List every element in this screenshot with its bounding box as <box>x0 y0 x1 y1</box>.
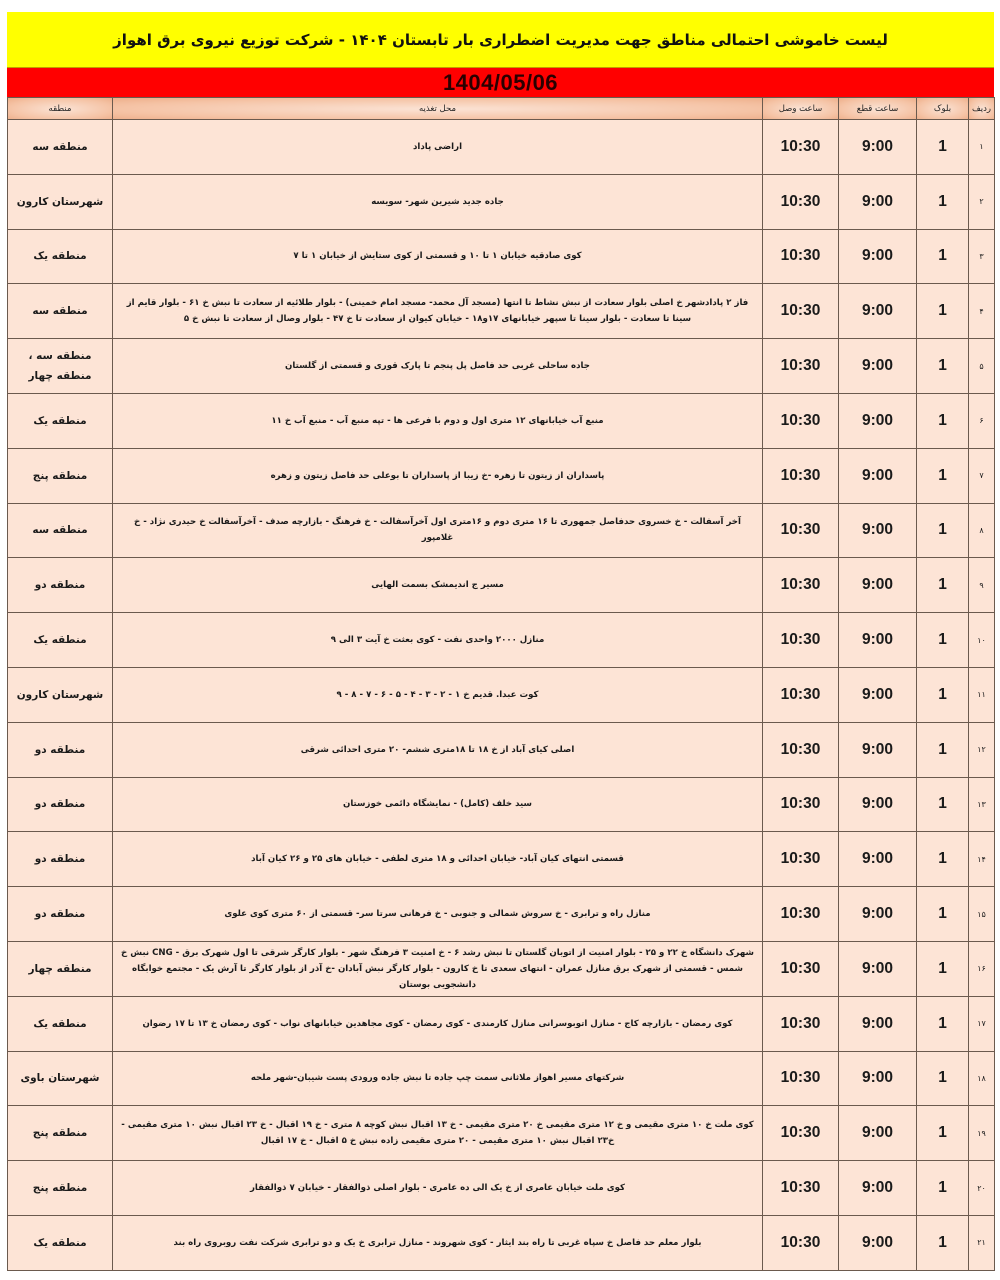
cut-time-cell: 9:00 <box>839 832 917 887</box>
connect-time-cell: 10:30 <box>763 448 839 503</box>
table-body <box>8 120 995 1271</box>
block-cell: 1 <box>917 229 969 284</box>
table-row <box>8 174 995 229</box>
area-cell: شهرستان باوی <box>8 1051 113 1106</box>
area-cell: منطقه یک <box>8 229 113 284</box>
outage-schedule-sheet <box>7 12 994 1271</box>
table-row <box>8 722 995 777</box>
connect-time-cell: 10:30 <box>763 229 839 284</box>
cut-time-cell: 9:00 <box>839 393 917 448</box>
block-cell: 1 <box>917 613 969 668</box>
connect-time-cell: 10:30 <box>763 339 839 394</box>
table-row <box>8 229 995 284</box>
connect-time-cell: 10:30 <box>763 1215 839 1270</box>
block-cell: 1 <box>917 1161 969 1216</box>
connect-time-cell: 10:30 <box>763 667 839 722</box>
cut-time-cell: 9:00 <box>839 558 917 613</box>
row-number-cell: ۲۰ <box>969 1161 995 1216</box>
document-title: لیست خاموشی احتمالی مناطق جهت مدیریت اضطراری بار تابستان ۱۴۰۴ - شرکت توزیع نیروی برق اهواز <box>7 12 994 68</box>
block-cell: 1 <box>917 284 969 339</box>
cut-time-cell: 9:00 <box>839 448 917 503</box>
block-cell: 1 <box>917 393 969 448</box>
header-row-number: ردیف <box>969 98 995 120</box>
area-cell: منطقه پنج <box>8 1161 113 1216</box>
connect-time-cell: 10:30 <box>763 284 839 339</box>
table-row <box>8 503 995 558</box>
area-cell: منطقه دو <box>8 832 113 887</box>
block-cell: 1 <box>917 996 969 1051</box>
location-cell: مسیر ج اندیمشک بسمت الهایی <box>113 558 763 613</box>
cut-time-cell: 9:00 <box>839 777 917 832</box>
row-number-cell: ۱۱ <box>969 667 995 722</box>
table-row <box>8 393 995 448</box>
row-number-cell: ۱۴ <box>969 832 995 887</box>
area-cell: منطقه سه <box>8 120 113 175</box>
row-number-cell: ۴ <box>969 284 995 339</box>
area-cell: منطقه سه ، منطقه چهار <box>8 339 113 394</box>
location-cell: اراضی پاداد <box>113 120 763 175</box>
table-row <box>8 448 995 503</box>
connect-time-cell: 10:30 <box>763 1161 839 1216</box>
location-cell: جاده ساحلی غربی حد فاصل پل پنجم تا پارک قوری و قسمتی از گلستان <box>113 339 763 394</box>
cut-time-cell: 9:00 <box>839 887 917 942</box>
table-row <box>8 1106 995 1161</box>
area-cell: منطقه پنج <box>8 448 113 503</box>
header-block: بلوک <box>917 98 969 120</box>
area-cell: منطقه یک <box>8 613 113 668</box>
block-cell: 1 <box>917 448 969 503</box>
area-cell: منطقه دو <box>8 777 113 832</box>
table-row <box>8 777 995 832</box>
table-row <box>8 667 995 722</box>
area-cell: منطقه یک <box>8 996 113 1051</box>
area-cell: منطقه دو <box>8 558 113 613</box>
row-number-cell: ۱۸ <box>969 1051 995 1106</box>
row-number-cell: ۱۳ <box>969 777 995 832</box>
table-row <box>8 1215 995 1270</box>
connect-time-cell: 10:30 <box>763 393 839 448</box>
table-row <box>8 339 995 394</box>
area-cell: شهرستان کارون <box>8 667 113 722</box>
row-number-cell: ۵ <box>969 339 995 394</box>
block-cell: 1 <box>917 941 969 996</box>
block-cell: 1 <box>917 667 969 722</box>
area-cell: منطقه دو <box>8 722 113 777</box>
cut-time-cell: 9:00 <box>839 996 917 1051</box>
table-row <box>8 613 995 668</box>
block-cell: 1 <box>917 558 969 613</box>
table-row <box>8 284 995 339</box>
connect-time-cell: 10:30 <box>763 1051 839 1106</box>
row-number-cell: ۶ <box>969 393 995 448</box>
area-cell: منطقه دو <box>8 887 113 942</box>
block-cell: 1 <box>917 777 969 832</box>
block-cell: 1 <box>917 339 969 394</box>
block-cell: 1 <box>917 887 969 942</box>
row-number-cell: ۲ <box>969 174 995 229</box>
header-location: محل تغذیه <box>113 98 763 120</box>
table-row <box>8 832 995 887</box>
connect-time-cell: 10:30 <box>763 941 839 996</box>
location-cell: منبع آب خیابانهای ۱۲ متری اول و دوم با فرعی ها - تپه منبع آب - منبع آب خ ۱۱ <box>113 393 763 448</box>
row-number-cell: ۷ <box>969 448 995 503</box>
cut-time-cell: 9:00 <box>839 120 917 175</box>
block-cell: 1 <box>917 174 969 229</box>
location-cell: کوی ملت خ ۱۰ متری مقیمی و خ ۱۲ متری مقیمی خ ۲۰ متری مقیمی - خ ۱۳ اقبال نبش کوچه ۸ متری - خ ۱۹ اقبال - خ ۲۳ اقبال نبش ۱۰ متری مقیمی - خ۲۳ اقبال نبش ۱۰ متری مقیمی - ۲۰ متری مقیمی زاده نبش خ ۵ اقبال - خ ۱۷ اقبال <box>113 1106 763 1161</box>
cut-time-cell: 9:00 <box>839 229 917 284</box>
location-cell: منازل راه و ترابری - خ سروش شمالی و جنوبی - خ فرهانی سرتا سر- قسمتی از ۶۰ متری کوی علوی <box>113 887 763 942</box>
cut-time-cell: 9:00 <box>839 1106 917 1161</box>
row-number-cell: ۱۶ <box>969 941 995 996</box>
location-cell: کوی صادقیه خیابان ۱ تا ۱۰ و قسمتی از کوی ستایش از خیابان ۱ تا ۷ <box>113 229 763 284</box>
area-cell: منطقه چهار <box>8 941 113 996</box>
cut-time-cell: 9:00 <box>839 1161 917 1216</box>
cut-time-cell: 9:00 <box>839 613 917 668</box>
area-cell: شهرستان کارون <box>8 174 113 229</box>
location-cell: سید خلف (کامل) - نمایشگاه دائمی خوزستان <box>113 777 763 832</box>
table-row <box>8 1161 995 1216</box>
location-cell: شرکتهای مسیر اهواز ملاثانی سمت چپ جاده تا نبش جاده ورودی پست شیبان-شهر ملحه <box>113 1051 763 1106</box>
table-row <box>8 120 995 175</box>
block-cell: 1 <box>917 1051 969 1106</box>
area-cell: منطقه سه <box>8 284 113 339</box>
cut-time-cell: 9:00 <box>839 174 917 229</box>
row-number-cell: ۲۱ <box>969 1215 995 1270</box>
row-number-cell: ۱۵ <box>969 887 995 942</box>
header-cut-time: ساعت قطع <box>839 98 917 120</box>
location-cell: فاز ۲ پادادشهر خ اصلی بلوار سعادت از نبش نشاط تا انتها (مسجد آل محمد- مسجد امام خمینی) - بلوار طلائیه از سعادت تا نبش خ ۶۱ - بلوار قایم از سینا تا سعادت - بلوار سینا تا سپهر خیابانهای ۱۷و۱۸ - خیابان کیوان از سعادت تا خ ۴۷ - بلوار وصال از سعادت تا نبش خ ۵ <box>113 284 763 339</box>
block-cell: 1 <box>917 1106 969 1161</box>
cut-time-cell: 9:00 <box>839 941 917 996</box>
block-cell: 1 <box>917 1215 969 1270</box>
location-cell: کوی ملت خیابان عامری از خ یک الی ده عامری - بلوار اصلی ذوالفقار - خیابان ۷ ذوالفقار <box>113 1161 763 1216</box>
block-cell: 1 <box>917 503 969 558</box>
outage-table <box>7 97 995 1271</box>
row-number-cell: ۱۲ <box>969 722 995 777</box>
cut-time-cell: 9:00 <box>839 339 917 394</box>
location-cell: کوی رمضان - بازارچه کاج - منازل اتوبوسرانی منازل کارمندی - کوی رمضان - کوی مجاهدین خیابانهای نواب - کوی رمضان خ ۱۳ تا ۱۷ رضوان <box>113 996 763 1051</box>
connect-time-cell: 10:30 <box>763 120 839 175</box>
block-cell: 1 <box>917 832 969 887</box>
location-cell: قسمتی انتهای کیان آباد- خیابان احدائی و ۱۸ متری لطفی - خیابان های ۲۵ و ۲۶ کیان آباد <box>113 832 763 887</box>
table-header-row <box>8 98 995 120</box>
connect-time-cell: 10:30 <box>763 777 839 832</box>
cut-time-cell: 9:00 <box>839 1051 917 1106</box>
location-cell: پاسداران از زیتون تا زهره -خ زیبا از پاسداران تا بوعلی حد فاصل زیتون و زهره <box>113 448 763 503</box>
block-cell: 1 <box>917 120 969 175</box>
cut-time-cell: 9:00 <box>839 503 917 558</box>
row-number-cell: ۳ <box>969 229 995 284</box>
location-cell: آخر آسفالت - خ خسروی حدفاصل جمهوری تا ۱۶ متری دوم و ۱۶متری اول آخرآسفالت - خ فرهنگ - بازارچه صدف - آخرآسفالت خ حیدری نژاد - خ غلامپور <box>113 503 763 558</box>
location-cell: منازل ۲۰۰۰ واحدی نفت - کوی بعثت خ آیت ۳ الی ۹ <box>113 613 763 668</box>
cut-time-cell: 9:00 <box>839 667 917 722</box>
row-number-cell: ۹ <box>969 558 995 613</box>
connect-time-cell: 10:30 <box>763 722 839 777</box>
cut-time-cell: 9:00 <box>839 722 917 777</box>
header-connect-time: ساعت وصل <box>763 98 839 120</box>
connect-time-cell: 10:30 <box>763 887 839 942</box>
table-row <box>8 887 995 942</box>
cut-time-cell: 9:00 <box>839 284 917 339</box>
row-number-cell: ۱۷ <box>969 996 995 1051</box>
connect-time-cell: 10:30 <box>763 613 839 668</box>
row-number-cell: ۱ <box>969 120 995 175</box>
area-cell: منطقه یک <box>8 1215 113 1270</box>
area-cell: منطقه پنج <box>8 1106 113 1161</box>
table-row <box>8 1051 995 1106</box>
schedule-date: 1404/05/06 <box>7 68 994 97</box>
table-row <box>8 996 995 1051</box>
location-cell: کوت عبدا. قدیم خ ۱ - ۲ - ۳ - ۴ - ۵ - ۶ - ۷ - ۸ - ۹ <box>113 667 763 722</box>
connect-time-cell: 10:30 <box>763 174 839 229</box>
connect-time-cell: 10:30 <box>763 558 839 613</box>
row-number-cell: ۱۰ <box>969 613 995 668</box>
location-cell: اصلی کیای آباد از خ ۱۸ تا ۱۸متری ششم- ۲۰ متری احدائی شرقی <box>113 722 763 777</box>
location-cell: جاده جدید شیرین شهر- سویسه <box>113 174 763 229</box>
row-number-cell: ۱۹ <box>969 1106 995 1161</box>
header-area: منطقه <box>8 98 113 120</box>
location-cell: شهرک دانشگاه خ ۲۲ و ۲۵ - بلوار امنیت از اتوبان گلستان تا نبش رشد ۶ - خ امنیت ۳ فرهنگ شهر - بلوار کارگر شرقی تا اول شهرک برق - CNG نبش خ شمس - قسمتی از شهرک برق منازل عمران - انتهای سعدی تا خ کارون - بلوار کارگر نبش آبادان -خ آذر از بلوار کارگر تا آرش یک - مجتمع خوابگاه دانشجویی بوستان <box>113 941 763 996</box>
cut-time-cell: 9:00 <box>839 1215 917 1270</box>
table-row <box>8 941 995 996</box>
connect-time-cell: 10:30 <box>763 1106 839 1161</box>
row-number-cell: ۸ <box>969 503 995 558</box>
area-cell: منطقه یک <box>8 393 113 448</box>
location-cell: بلوار معلم حد فاصل خ سپاه غربی تا راه بند ایثار - کوی شهروند - منازل ترابری خ یک و دو ترابری شرکت نفت روبروی راه بند <box>113 1215 763 1270</box>
connect-time-cell: 10:30 <box>763 832 839 887</box>
block-cell: 1 <box>917 722 969 777</box>
connect-time-cell: 10:30 <box>763 996 839 1051</box>
table-row <box>8 558 995 613</box>
area-cell: منطقه سه <box>8 503 113 558</box>
connect-time-cell: 10:30 <box>763 503 839 558</box>
